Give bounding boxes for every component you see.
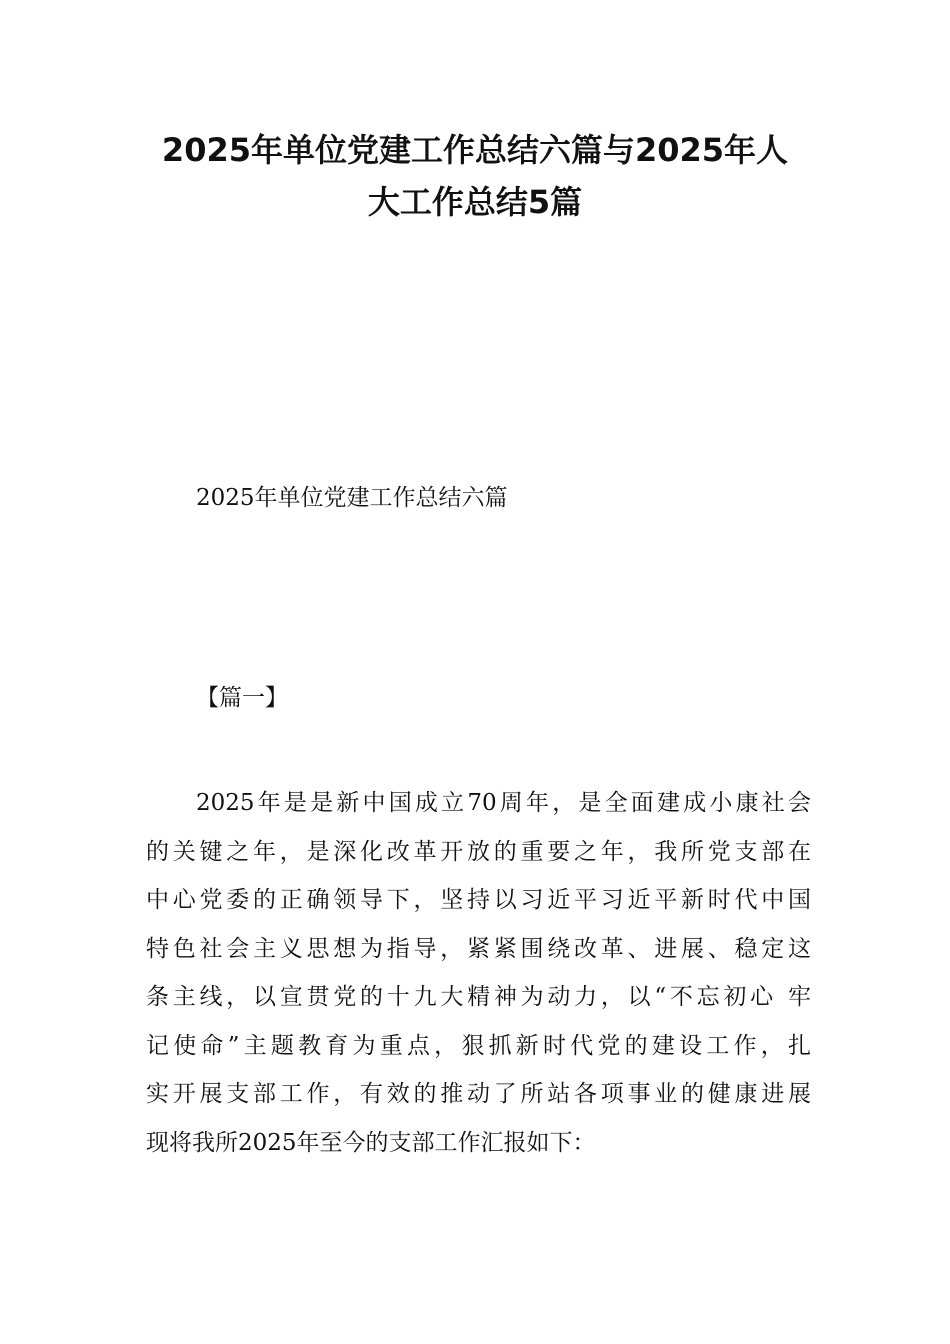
document-title	[100, 124, 850, 228]
part-label: 【篇一】	[196, 685, 288, 711]
paragraph-line: 条主线，以宣贯党的十九大精神为动力，以“不忘初心 牢	[146, 984, 811, 1010]
paragraph-line: 的关键之年，是深化改革开放的重要之年，我所党支部在	[146, 838, 811, 865]
paragraph-line: 中心党委的正确领导下，坚持以习近平习近平新时代中国	[146, 887, 811, 913]
paragraph-line: 现将我所2025年至今的支部工作汇报如下：	[146, 1129, 596, 1156]
document-title-line-1: 2025年单位党建工作总结六篇与2025年人	[161, 131, 789, 169]
document-title-line-2: 大工作总结5篇	[367, 183, 583, 221]
paragraph-line: 特色社会主义思想为指导，紧紧围绕改革、进展、稳定这	[146, 935, 811, 962]
body-paragraph	[146, 779, 811, 1167]
paragraph-line: 2025年是是新中国成立70周年，是全面建成小康社会	[196, 790, 811, 816]
paragraph-line: 实开展支部工作，有效的推动了所站各项事业的健康进展	[146, 1081, 811, 1107]
paragraph-line: 记使命”主题教育为重点，狠抓新时代党的建设工作，扎	[146, 1032, 811, 1059]
section-heading: 2025年单位党建工作总结六篇	[196, 485, 508, 511]
